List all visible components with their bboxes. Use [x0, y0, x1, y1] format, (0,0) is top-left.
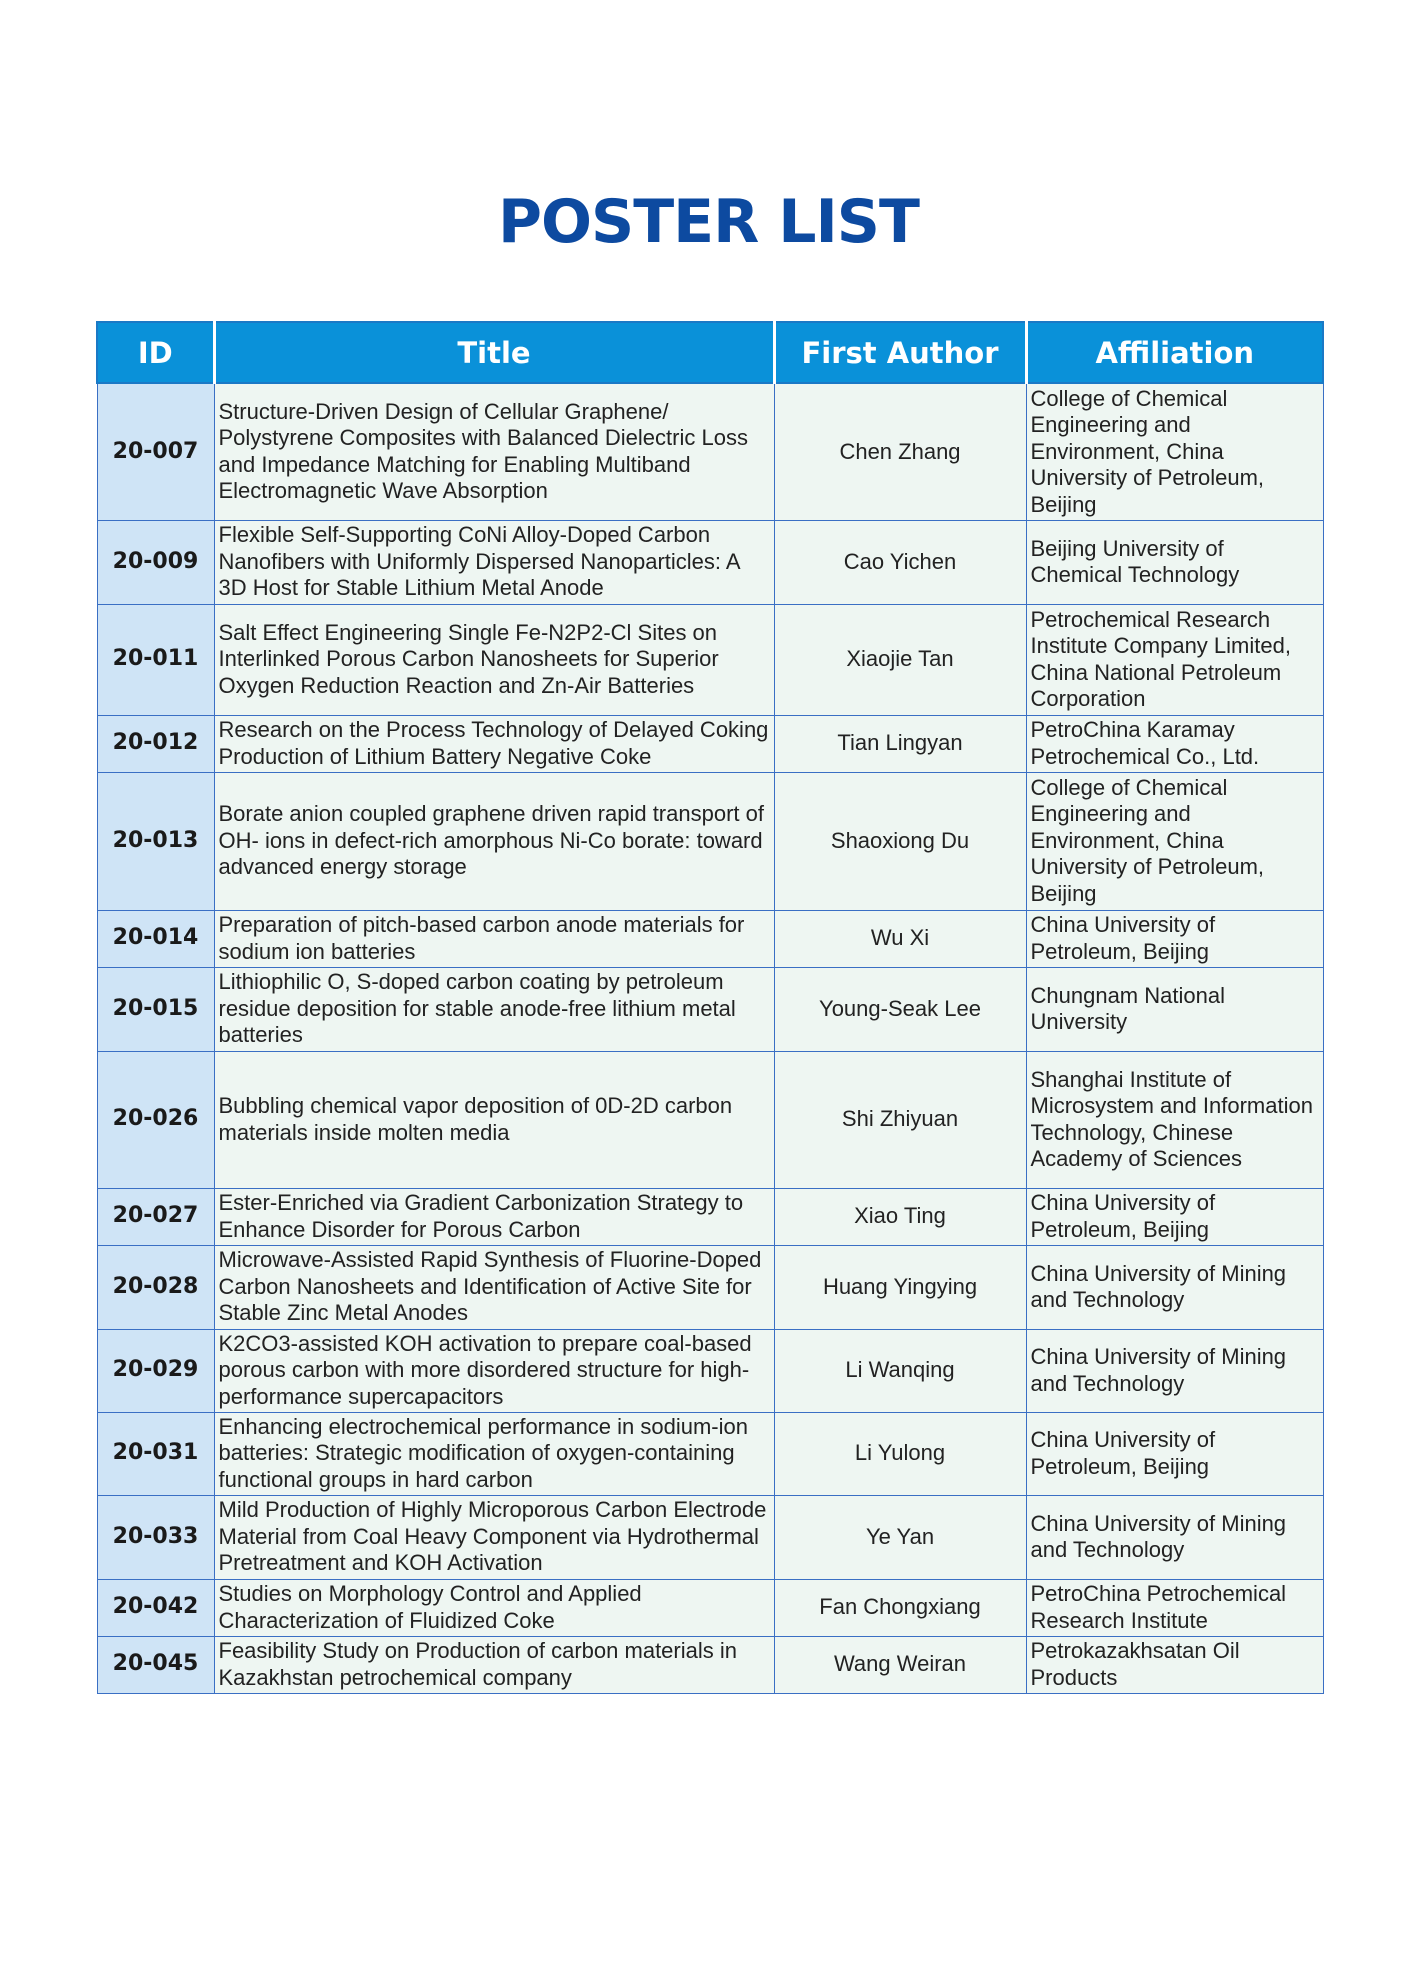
poster-title: Salt Effect Engineering Single Fe-N2P2-Cl Sites on Interlinked Porous Carbon Nanosheets for Superior Oxygen Reduction Reaction and Zn-Air Batteries [214, 604, 774, 715]
poster-first-author: Wu Xi [774, 910, 1026, 967]
poster-id: 20-015 [97, 967, 214, 1051]
poster-title: K2CO3-assisted KOH activation to prepare coal-based porous carbon with more disordered structure for high-performance supercapacitors [214, 1329, 774, 1412]
poster-id: 20-013 [97, 772, 214, 910]
poster-first-author: Shaoxiong Du [774, 772, 1026, 910]
poster-id: 20-031 [97, 1412, 214, 1495]
poster-affiliation: China University of Petroleum, Beijing [1026, 910, 1323, 967]
poster-affiliation: China University of Mining and Technology [1026, 1495, 1323, 1579]
poster-title: Studies on Morphology Control and Applied Characterization of Fluidized Coke [214, 1579, 774, 1636]
table-row [97, 520, 1323, 604]
table-row [97, 715, 1323, 772]
table-row [97, 772, 1323, 910]
poster-id: 20-026 [97, 1051, 214, 1188]
poster-first-author: Chen Zhang [774, 383, 1026, 520]
poster-affiliation: College of Chemical Engineering and Environment, China University of Petroleum, Beijing [1026, 772, 1323, 910]
header-title: Title [214, 322, 774, 383]
poster-first-author: Wang Weiran [774, 1636, 1026, 1693]
table-row [97, 910, 1323, 967]
table-row [97, 1188, 1323, 1245]
poster-id: 20-009 [97, 520, 214, 604]
poster-affiliation: Petrochemical Research Institute Company Limited, China National Petroleum Corporation [1026, 604, 1323, 715]
table-header [97, 322, 1323, 383]
poster-id: 20-011 [97, 604, 214, 715]
poster-affiliation: PetroChina Karamay Petrochemical Co., Ltd. [1026, 715, 1323, 772]
poster-first-author: Cao Yichen [774, 520, 1026, 604]
table-row [97, 967, 1323, 1051]
table-row [97, 1329, 1323, 1412]
page-title: POSTER LIST [498, 187, 919, 257]
poster-title: Lithiophilic O, S-doped carbon coating by petroleum residue deposition for stable anode-free lithium metal batteries [214, 967, 774, 1051]
header-id: ID [97, 322, 214, 383]
poster-title: Enhancing electrochemical performance in sodium-ion batteries: Strategic modification of oxygen-containing functional groups in hard carbon [214, 1412, 774, 1495]
table-row [97, 1051, 1323, 1188]
table-row [97, 1495, 1323, 1579]
poster-id: 20-014 [97, 910, 214, 967]
poster-affiliation: China University of Mining and Technology [1026, 1245, 1323, 1329]
header-row [97, 322, 1323, 383]
poster-affiliation: Beijing University of Chemical Technology [1026, 520, 1323, 604]
poster-affiliation: College of Chemical Engineering and Environment, China University of Petroleum, Beijing [1026, 383, 1323, 520]
poster-affiliation: Shanghai Institute of Microsystem and Information Technology, Chinese Academy of Sciences [1026, 1051, 1323, 1188]
poster-title: Feasibility Study on Production of carbon materials in Kazakhstan petrochemical company [214, 1636, 774, 1693]
poster-affiliation: Chungnam National University [1026, 967, 1323, 1051]
poster-first-author: Ye Yan [774, 1495, 1026, 1579]
poster-id: 20-029 [97, 1329, 214, 1412]
poster-id: 20-042 [97, 1579, 214, 1636]
poster-first-author: Xiao Ting [774, 1188, 1026, 1245]
poster-affiliation: China University of Mining and Technology [1026, 1329, 1323, 1412]
poster-title: Research on the Process Technology of Delayed Coking Production of Lithium Battery Negative Coke [214, 715, 774, 772]
poster-affiliation: PetroChina Petrochemical Research Institute [1026, 1579, 1323, 1636]
table-row [97, 604, 1323, 715]
poster-title: Borate anion coupled graphene driven rapid transport of OH- ions in defect-rich amorphous Ni-Co borate: toward advanced energy storage [214, 772, 774, 910]
poster-id: 20-012 [97, 715, 214, 772]
table-row [97, 1245, 1323, 1329]
header-first-author: First Author [774, 322, 1026, 383]
poster-affiliation: China University of Petroleum, Beijing [1026, 1188, 1323, 1245]
poster-id: 20-033 [97, 1495, 214, 1579]
poster-id: 20-027 [97, 1188, 214, 1245]
poster-first-author: Xiaojie Tan [774, 604, 1026, 715]
poster-affiliation: Petrokazakhsatan Oil Products [1026, 1636, 1323, 1693]
poster-table [96, 321, 1324, 1694]
table-row [97, 1579, 1323, 1636]
poster-affiliation: China University of Petroleum, Beijing [1026, 1412, 1323, 1495]
table-row [97, 383, 1323, 520]
poster-title: Preparation of pitch-based carbon anode materials for sodium ion batteries [214, 910, 774, 967]
poster-title: Ester-Enriched via Gradient Carbonization Strategy to Enhance Disorder for Porous Carbon [214, 1188, 774, 1245]
poster-title: Flexible Self-Supporting CoNi Alloy-Doped Carbon Nanofibers with Uniformly Dispersed Nanoparticles: A 3D Host for Stable Lithium Metal Anode [214, 520, 774, 604]
table-row [97, 1412, 1323, 1495]
table-row [97, 1636, 1323, 1693]
poster-first-author: Li Yulong [774, 1412, 1026, 1495]
poster-first-author: Li Wanqing [774, 1329, 1026, 1412]
poster-first-author: Tian Lingyan [774, 715, 1026, 772]
poster-title: Structure-Driven Design of Cellular Graphene/ Polystyrene Composites with Balanced Dielectric Loss and Impedance Matching for Enabling Multiband Electromagnetic Wave Absorption [214, 383, 774, 520]
poster-id: 20-028 [97, 1245, 214, 1329]
poster-first-author: Huang Yingying [774, 1245, 1026, 1329]
poster-first-author: Shi Zhiyuan [774, 1051, 1026, 1188]
poster-first-author: Young-Seak Lee [774, 967, 1026, 1051]
poster-id: 20-045 [97, 1636, 214, 1693]
poster-first-author: Fan Chongxiang [774, 1579, 1026, 1636]
header-affiliation: Affiliation [1026, 322, 1323, 383]
poster-title: Microwave-Assisted Rapid Synthesis of Fluorine-Doped Carbon Nanosheets and Identification of Active Site for Stable Zinc Metal Anodes [214, 1245, 774, 1329]
poster-title: Mild Production of Highly Microporous Carbon Electrode Material from Coal Heavy Component via Hydrothermal Pretreatment and KOH Activation [214, 1495, 774, 1579]
poster-title: Bubbling chemical vapor deposition of 0D-2D carbon materials inside molten media [214, 1051, 774, 1188]
table-body [97, 383, 1323, 1693]
poster-id: 20-007 [97, 383, 214, 520]
